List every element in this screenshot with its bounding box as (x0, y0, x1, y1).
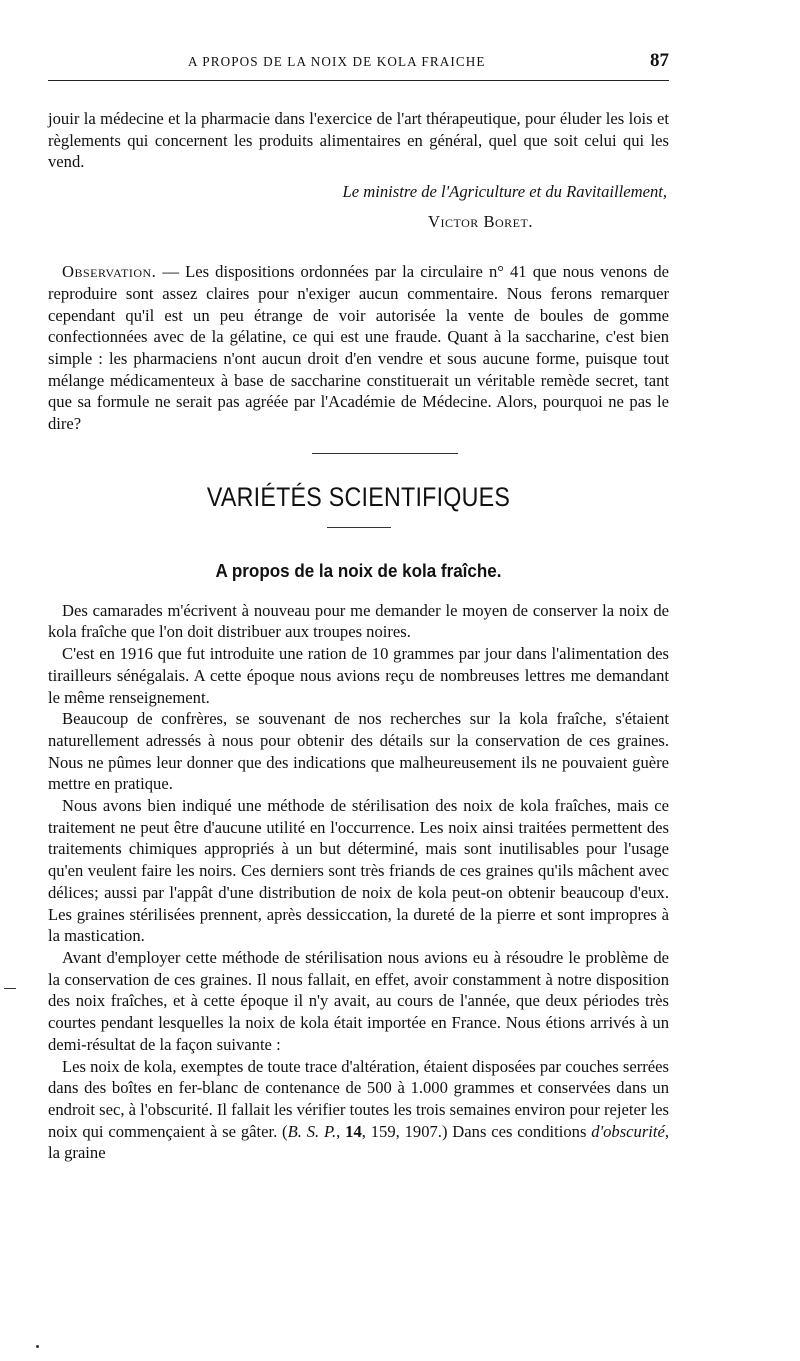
article-paragraph: Beaucoup de confrères, se souvenant de nos recherches sur la kola fraîche, s'étaient naturellement adressés à nous pour obtenir des détails sur la conservation de ces graines. Nous ne pûmes leur donner que des indications que malheureusement ils ne pouvaient guère mettre en pratique. (48, 709, 669, 794)
article-paragraph-last (48, 1056, 669, 1165)
reference-volume: 14 (345, 1121, 362, 1141)
separator-rule (312, 453, 458, 454)
reference-separator: , (336, 1121, 346, 1141)
scan-speck (36, 1345, 39, 1348)
article-paragraph: Des camarades m'écrivent à nouveau pour me demander le moyen de conserver la noix de kola fraîche que l'on doit distribuer aux troupes noires. (48, 600, 669, 642)
last-paragraph-tail: , la graine (48, 1121, 670, 1163)
page (48, 0, 669, 1164)
article-paragraph: Avant d'employer cette méthode de stérilisation nous avions eu à résoudre le problème de la conservation de ces graines. Il nous fallait, en effet, avoir constamment à notre disposition des noix fraîches, et à cette époque il n'y avait, au cours de l'année, que deux périodes très courtes pendant lesquelles la noix de kola était importée en France. Nous étions arrivés à un demi-résultat de la façon suivante : (48, 947, 669, 1054)
reference-journal: B. S. P. (287, 1121, 337, 1141)
article-paragraph: C'est en 1916 que fut introduite une ration de 10 grammes par jour dans l'alimentation des tirailleurs sénégalais. A cette époque nous avions reçu de nombreuses lettres me demandant le même renseignement. (48, 644, 669, 707)
emphasis-word: d'obscurité (591, 1121, 665, 1141)
observation-label: Observation. (62, 262, 157, 282)
page-number: 87 (650, 50, 669, 71)
observation-text: — Les dispositions ordonnées par la circulaire n° 41 que nous venons de reproduire sont assez claires pour n'exiger aucun commentaire. Nous ferons remarquer cependant qu'il est un peu étrange de voir autorisée la vente de boules de gomme confectionnées avec de la gélatine, ce qui est une fraude. Quant à la saccharine, c'est bien simple : les pharmaciens n'ont aucun droit d'en vendre et sous aucune forme, puisque tout mélange médicamenteux à base de saccharine constituerait un véritable remède secret, tant que sa formule ne serait pas agréée par l'Académie de Médecine. Alors, pourquoi ne pas le dire? (48, 262, 669, 434)
observation-paragraph (48, 261, 669, 435)
header-rule (48, 80, 669, 81)
signature-name: Victor Boret. (428, 212, 533, 232)
running-title: A PROPOS DE LA NOIX DE KOLA FRAICHE (188, 54, 486, 69)
signature-block (48, 181, 669, 233)
opening-paragraph: jouir la médecine et la pharmacie dans l'exercice de l'art thérapeutique, pour éluder les lois et règlements qui concernent les produits alimentaires en général, quel que soit celui qui les vend. (48, 109, 669, 172)
section-title: VARIÉTÉS SCIENTIFIQUES (206, 481, 511, 512)
signature-title: Le ministre de l'Agriculture et du Ravitaillement, (342, 182, 667, 202)
reference-rest: , 159, 1907.) Dans ces conditions (361, 1121, 592, 1141)
last-paragraph-text: Les noix de kola, exemptes de toute trace d'altération, étaient disposées par couches serrées dans des boîtes en fer-blanc de contenance de 500 à 1.000 grammes et conservées dans un endroit sec, à l'obscurité. Il fallait les vérifier toutes les trois semaines environ pour rejeter les noix qui commençaient à se gâter. ( (48, 1056, 669, 1141)
article-title: A propos de la noix de kola fraîche. (215, 559, 502, 581)
article-paragraph: Nous avons bien indiqué une méthode de stérilisation des noix de kola fraîches, mais ce traitement ne peut être d'aucune utilité en l'occurrence. Les noix ainsi traitées permettent des traitements chimiques appropriés à un but déterminé, mais sont inutilisables pour l'usage qu'en veulent faire les noirs. Ces derniers sont très friands de ces graines qu'ils mâchent avec délices; aussi par l'appât d'une distribution de noix de kola peut-on obtenir beaucoup d'eux. Les graines stérilisées prennent, après dessiccation, la dureté de la pierre et sont impropres à la mastication. (48, 796, 669, 946)
margin-mark (4, 988, 16, 989)
running-head (48, 0, 669, 88)
section-rule (327, 527, 391, 528)
